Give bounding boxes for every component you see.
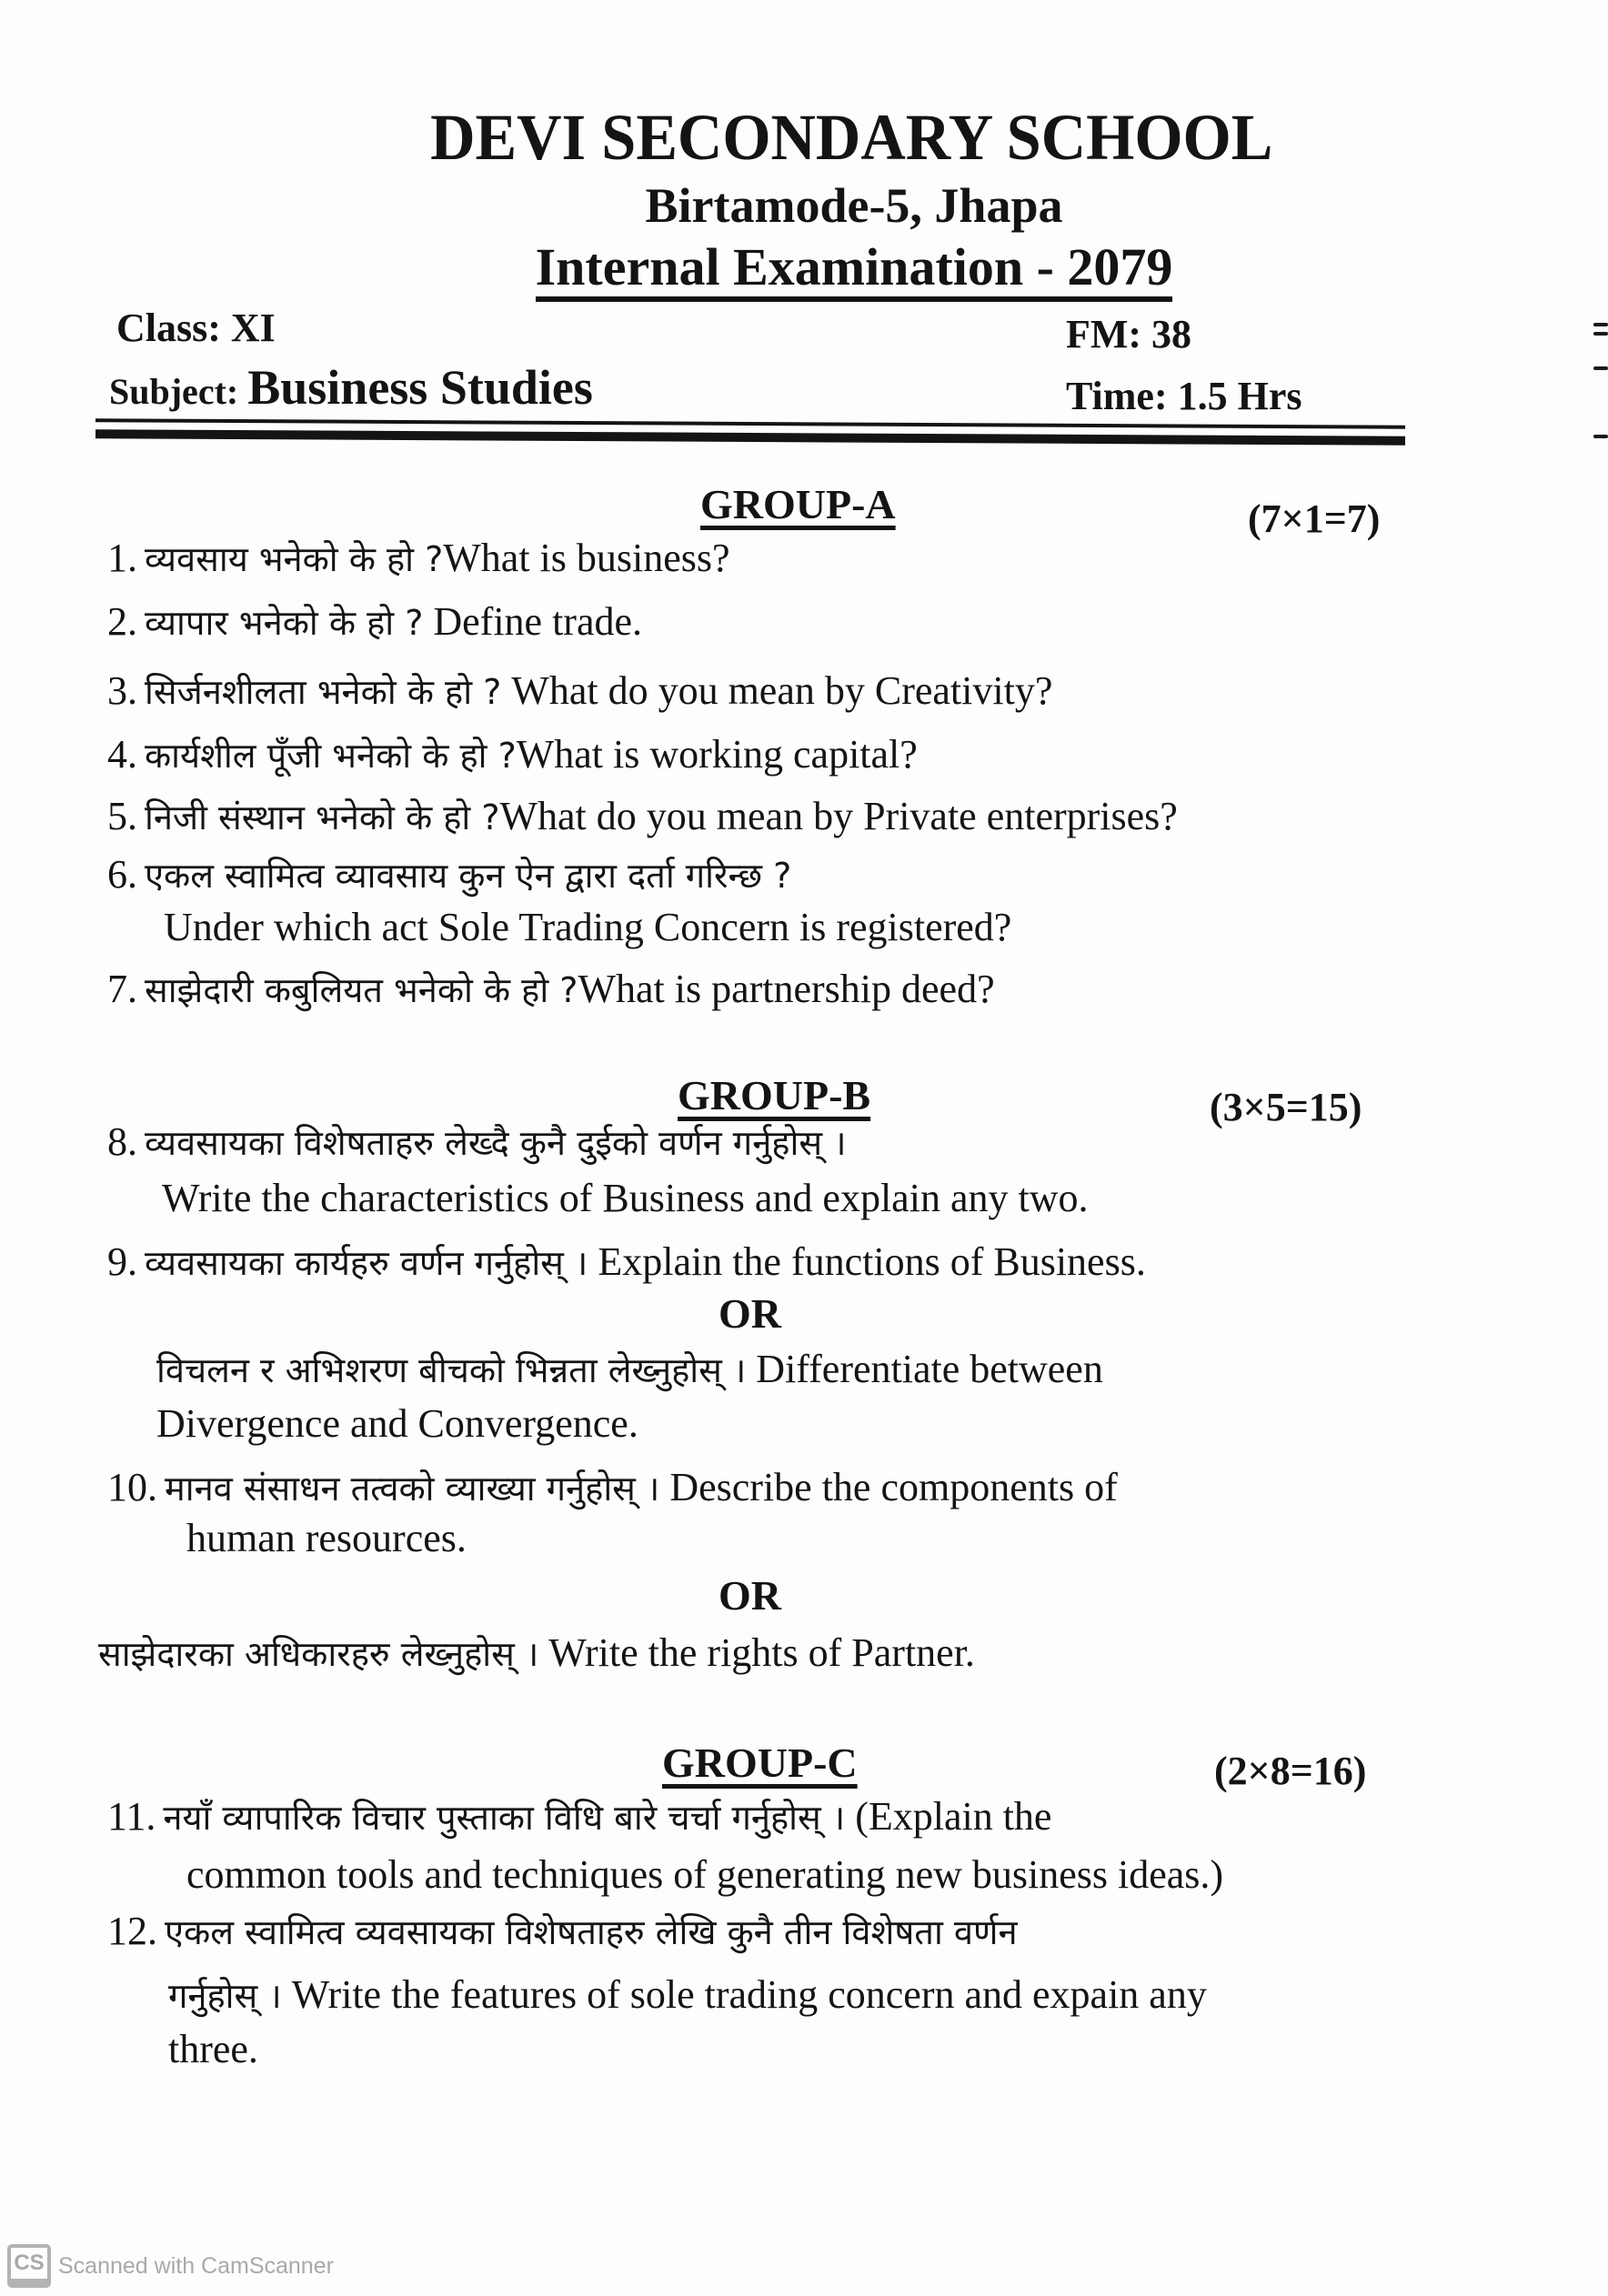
school-address: Birtamode-5, Jhapa xyxy=(645,178,1063,233)
question-2 xyxy=(107,599,643,644)
question-nepali: साझेदारी कबुलियत भनेको के हो ? xyxy=(145,970,578,1010)
question-10-alternative xyxy=(98,1630,975,1675)
question-6-english: Under which act Sole Trading Concern is registered? xyxy=(164,905,1012,949)
header-divider-thick xyxy=(95,429,1405,446)
question-9-alternative xyxy=(156,1349,1103,1389)
class-label: Class: XI xyxy=(116,306,276,350)
header-divider-thin xyxy=(95,418,1405,429)
question-4 xyxy=(107,732,918,777)
question-english: Explain the functions of Business. xyxy=(588,1239,1146,1284)
group-c-heading: GROUP-C xyxy=(662,1740,858,1786)
group-b-heading: GROUP-B xyxy=(678,1072,871,1118)
question-6 xyxy=(107,852,792,897)
question-nepali: व्यवसायका कार्यहरु वर्णन गर्नुहोस् । xyxy=(145,1243,588,1283)
question-7 xyxy=(107,969,995,1009)
question-number: 1. xyxy=(107,536,137,580)
question-9-alternative-cont: Divergence and Convergence. xyxy=(156,1401,638,1446)
group-a-marks: (7×1=7) xyxy=(1248,496,1381,541)
question-nepali: साझेदारका अधिकारहरु लेख्नुहोस् । xyxy=(98,1634,539,1674)
watermark-text: Scanned with CamScanner xyxy=(58,2252,334,2279)
question-nepali: एकल स्वामित्व व्यावसाय कुन ऐन द्वारा दर्ता गरिन्छ ? xyxy=(145,856,792,896)
question-8 xyxy=(107,1119,847,1164)
question-nepali: व्यवसाय भनेको के हो ? xyxy=(145,539,444,579)
question-number: 3. xyxy=(107,668,137,713)
question-nepali: गर्नुहोस् । xyxy=(168,1976,282,2016)
question-nepali: कार्यशील पूँजी भनेको के हो ? xyxy=(145,736,517,776)
group-c-marks: (2×8=16) xyxy=(1214,1749,1367,1793)
question-nepali: मानव संसाधन तत्वको व्याख्या गर्नुहोस् । xyxy=(165,1469,660,1509)
scan-edge-mark xyxy=(1593,366,1608,370)
question-number: 2. xyxy=(107,599,137,644)
scan-edge-mark xyxy=(1593,323,1608,326)
question-12-cont-2: three. xyxy=(168,2027,258,2071)
question-10-cont: human resources. xyxy=(186,1516,467,1560)
question-nepali: व्यवसायका विशेषताहरु लेख्दै कुनै दुईको वर्णन गर्नुहोस् । xyxy=(145,1123,847,1163)
subject-label: Subject: xyxy=(109,371,239,412)
question-number: 4. xyxy=(107,732,137,777)
question-english: What do you mean by Private enterprises? xyxy=(499,794,1178,838)
scan-edge-mark xyxy=(1593,332,1608,336)
question-english: Define trade. xyxy=(423,599,643,644)
question-12 xyxy=(107,1911,1018,1951)
question-12-cont xyxy=(168,1972,1207,2017)
question-number: 8. xyxy=(107,1119,137,1164)
question-number: 10. xyxy=(107,1465,157,1509)
question-1 xyxy=(107,538,730,578)
question-8-english: Write the characteristics of Business and explain any two. xyxy=(162,1176,1089,1220)
question-3 xyxy=(107,668,1053,713)
question-nepali: विचलन र अभिशरण बीचको भिन्नता लेख्नुहोस् । xyxy=(156,1350,747,1390)
question-english: Write the rights of Partner. xyxy=(538,1630,975,1675)
question-nepali: नयाँ व्यापारिक विचार पुस्ताका विधि बारे चर्चा गर्नुहोस् । xyxy=(163,1798,846,1838)
question-5 xyxy=(107,794,1178,838)
question-english: What do you mean by Creativity? xyxy=(501,668,1053,713)
question-english: (Explain the xyxy=(845,1794,1052,1839)
exam-title-text: Internal Examination - 2079 xyxy=(536,237,1173,302)
camscanner-watermark xyxy=(7,2244,334,2288)
exam-title xyxy=(0,236,1608,297)
question-11-cont: common tools and techniques of generating new business ideas.) xyxy=(186,1852,1224,1897)
question-11 xyxy=(107,1794,1052,1839)
question-number: 12. xyxy=(107,1909,157,1953)
full-marks: FM: 38 xyxy=(1066,312,1192,356)
or-label: OR xyxy=(719,1290,781,1337)
question-nepali: एकल स्वामित्व व्यवसायका विशेषताहरु लेखि कुनै तीन विशेषता वर्णन xyxy=(165,1912,1018,1952)
exam-time: Time: 1.5 Hrs xyxy=(1066,374,1302,418)
question-number: 11. xyxy=(107,1794,156,1839)
group-b-marks: (3×5=15) xyxy=(1210,1085,1362,1129)
question-number: 7. xyxy=(107,967,137,1011)
group-a-heading: GROUP-A xyxy=(700,481,896,527)
question-nepali: निजी संस्थान भनेको के हो ? xyxy=(145,797,500,837)
question-number: 9. xyxy=(107,1239,137,1284)
question-english: What is business? xyxy=(443,536,730,580)
scan-edge-mark xyxy=(1593,435,1608,438)
question-english: Differentiate between xyxy=(746,1347,1103,1391)
question-english: What is working capital? xyxy=(516,732,918,777)
question-10 xyxy=(107,1465,1118,1509)
question-english: Describe the components of xyxy=(659,1465,1118,1509)
question-9 xyxy=(107,1239,1146,1284)
school-name: DEVI SECONDARY SCHOOL xyxy=(430,101,1273,174)
subject-value: Business Studies xyxy=(247,360,593,415)
question-nepali: सिर्जनशीलता भनेको के हो ? xyxy=(145,672,502,712)
subject-line xyxy=(109,359,593,416)
question-number: 5. xyxy=(107,794,137,838)
question-english: What is partnership deed? xyxy=(578,967,995,1011)
or-label: OR xyxy=(719,1572,781,1619)
question-english: Write the features of sole trading concern and expain any xyxy=(281,1972,1207,2017)
question-nepali: व्यापार भनेको के हो ? xyxy=(145,603,424,643)
camscanner-logo-icon: CS xyxy=(7,2244,51,2288)
question-number: 6. xyxy=(107,852,137,897)
